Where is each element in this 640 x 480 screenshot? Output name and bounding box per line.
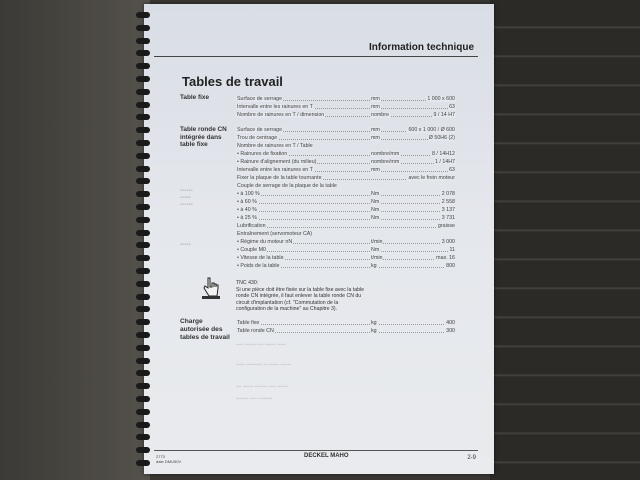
pointing-hand-icon	[200, 276, 222, 300]
table-surface-left	[0, 0, 150, 480]
binding-coil	[136, 383, 150, 389]
spec-row: Intervalle entre les rainures en T mm 63	[237, 167, 455, 173]
spec-row: • à 25 % Nm 3 731	[237, 215, 455, 221]
section-label-table-ronde: Table ronde CN intégrée dans table fixe	[180, 126, 227, 149]
binding-coil	[136, 255, 150, 261]
page-number: 2-9	[467, 455, 476, 461]
binding-coil	[136, 268, 150, 274]
spec-row: • à 100 % Nm 2 078	[237, 191, 455, 197]
show-through-text: ▪▪▪▪▪▪▪ ▪▪▪▪ ▪▪▪▪▪▪▪▪	[236, 396, 273, 402]
binding-coil	[136, 332, 150, 338]
binding-coil	[136, 12, 150, 18]
footer-rule	[154, 450, 478, 451]
binding-coil	[136, 63, 150, 69]
spec-row: Entraînement (servomoteur CA)	[237, 231, 313, 237]
show-through-text: ▪▪▪▪▪ ▪▪▪▪▪▪▪▪▪ ▪▪ ▪▪▪▪▪▪ ▪▪▪▪▪▪	[236, 362, 292, 368]
binding-coil	[136, 294, 150, 300]
binding-coil	[136, 217, 150, 223]
note-block	[236, 280, 368, 313]
spec-row: Trou de centrage mm Ø 50H6 (2)	[237, 135, 455, 141]
binding-coil	[136, 434, 150, 440]
binding-coil	[136, 358, 150, 364]
spec-row: Intervalle entre les rainures en T mm 63	[237, 104, 455, 110]
spec-row: • à 60 % Nm 2 558	[237, 199, 455, 205]
binding-coil	[136, 230, 150, 236]
spec-row: • Vitesse de la table t/min max. 16	[237, 255, 455, 261]
binding-coil	[136, 306, 150, 312]
manual-page	[144, 4, 494, 474]
section-label-table-fixe: Table fixe	[180, 94, 210, 101]
binding-coil	[136, 153, 150, 159]
note-title: TNC 430:	[236, 280, 259, 286]
spec-row: Nombre de rainures en T / dimension nombre 9 / 14 H7	[237, 112, 455, 118]
binding-coil	[136, 370, 150, 376]
binding-coil	[136, 409, 150, 415]
show-through-text: ▪▪▪ ▪▪▪▪▪▪ ▪▪▪▪▪▪▪ ▪▪▪▪ ▪▪▪▪▪▪	[236, 384, 288, 390]
binding-coil	[136, 102, 150, 108]
table-surface-right	[490, 0, 640, 480]
binding-coil	[136, 396, 150, 402]
binding-coil	[136, 25, 150, 31]
footer-brand: DECKEL MAHO	[304, 453, 349, 459]
spec-row: Lubrification graisse	[237, 223, 455, 229]
binding-coil	[136, 204, 150, 210]
binding-coil	[136, 345, 150, 351]
binding-coil	[136, 114, 150, 120]
spec-row: • Régime du moteur nN t/min 3 000	[237, 239, 455, 245]
spiral-binding	[136, 12, 152, 472]
binding-coil	[136, 460, 150, 466]
binding-coil	[136, 242, 150, 248]
binding-coil	[136, 166, 150, 172]
spec-row: • Couple M0 Nm 11	[237, 247, 455, 253]
spec-row: • à 40 % Nm 3 137	[237, 207, 455, 213]
section-label-charge: Charge autorisée des tables de travail	[180, 318, 230, 341]
spec-row: Nombre de rainures en T / Table	[237, 143, 313, 149]
spec-row: Surface de serrage mm 600 x 1 000 / Ø 600	[237, 127, 455, 133]
spec-row: • Rainure d'alignement (du milieu) nombre/mm 1 / 14H7	[237, 159, 455, 165]
binding-coil	[136, 447, 150, 453]
faint-margin-text: ▪▪▪▪▪	[180, 242, 191, 248]
header-rule	[154, 56, 478, 57]
binding-coil	[136, 89, 150, 95]
binding-coil	[136, 319, 150, 325]
spec-row: Surface de serrage mm 1 000 x 600	[237, 96, 455, 102]
binding-coil	[136, 178, 150, 184]
show-through-text: ▪▪▪▪ ▪▪▪▪▪▪▪ ▪▪▪ ▪▪▪▪▪▪ ▪▪▪▪▪	[236, 342, 286, 348]
binding-coil	[136, 38, 150, 44]
note-text: Si une pièce doit être fixée sur la table fixe avec la table ronde CN intégrée, il faut enlever la table ronde CN du circuit d'implantation (cf. "Commutation de la configuration de la machine" au Chapitre 3).	[236, 286, 365, 312]
spec-row: • Poids de la table kg 800	[237, 263, 455, 269]
binding-coil	[136, 281, 150, 287]
binding-coil	[136, 127, 150, 133]
binding-coil	[136, 50, 150, 56]
binding-coil	[136, 140, 150, 146]
page-title: Tables de travail	[182, 74, 283, 89]
binding-coil	[136, 191, 150, 197]
spec-row: Couple de serrage de la plaque de la table	[237, 183, 337, 189]
spec-row: Table ronde CN kg 300	[237, 328, 455, 334]
page-header: Information technique	[369, 42, 474, 53]
footer-left: 2773 date DMU50V	[156, 454, 182, 465]
faint-margin-text: ▪▪▪▪▪▪ ▪▪▪▪▪ ▪▪▪▪▪▪	[180, 188, 193, 209]
binding-coil	[136, 76, 150, 82]
spec-row: Fixer la plaque de la table tournante avec le frein moteur	[237, 175, 455, 181]
binding-coil	[136, 422, 150, 428]
spec-row: • Rainures de fixation nombre/mm 8 / 14H12	[237, 151, 455, 157]
spec-row: Table fixe kg 400	[237, 320, 455, 326]
